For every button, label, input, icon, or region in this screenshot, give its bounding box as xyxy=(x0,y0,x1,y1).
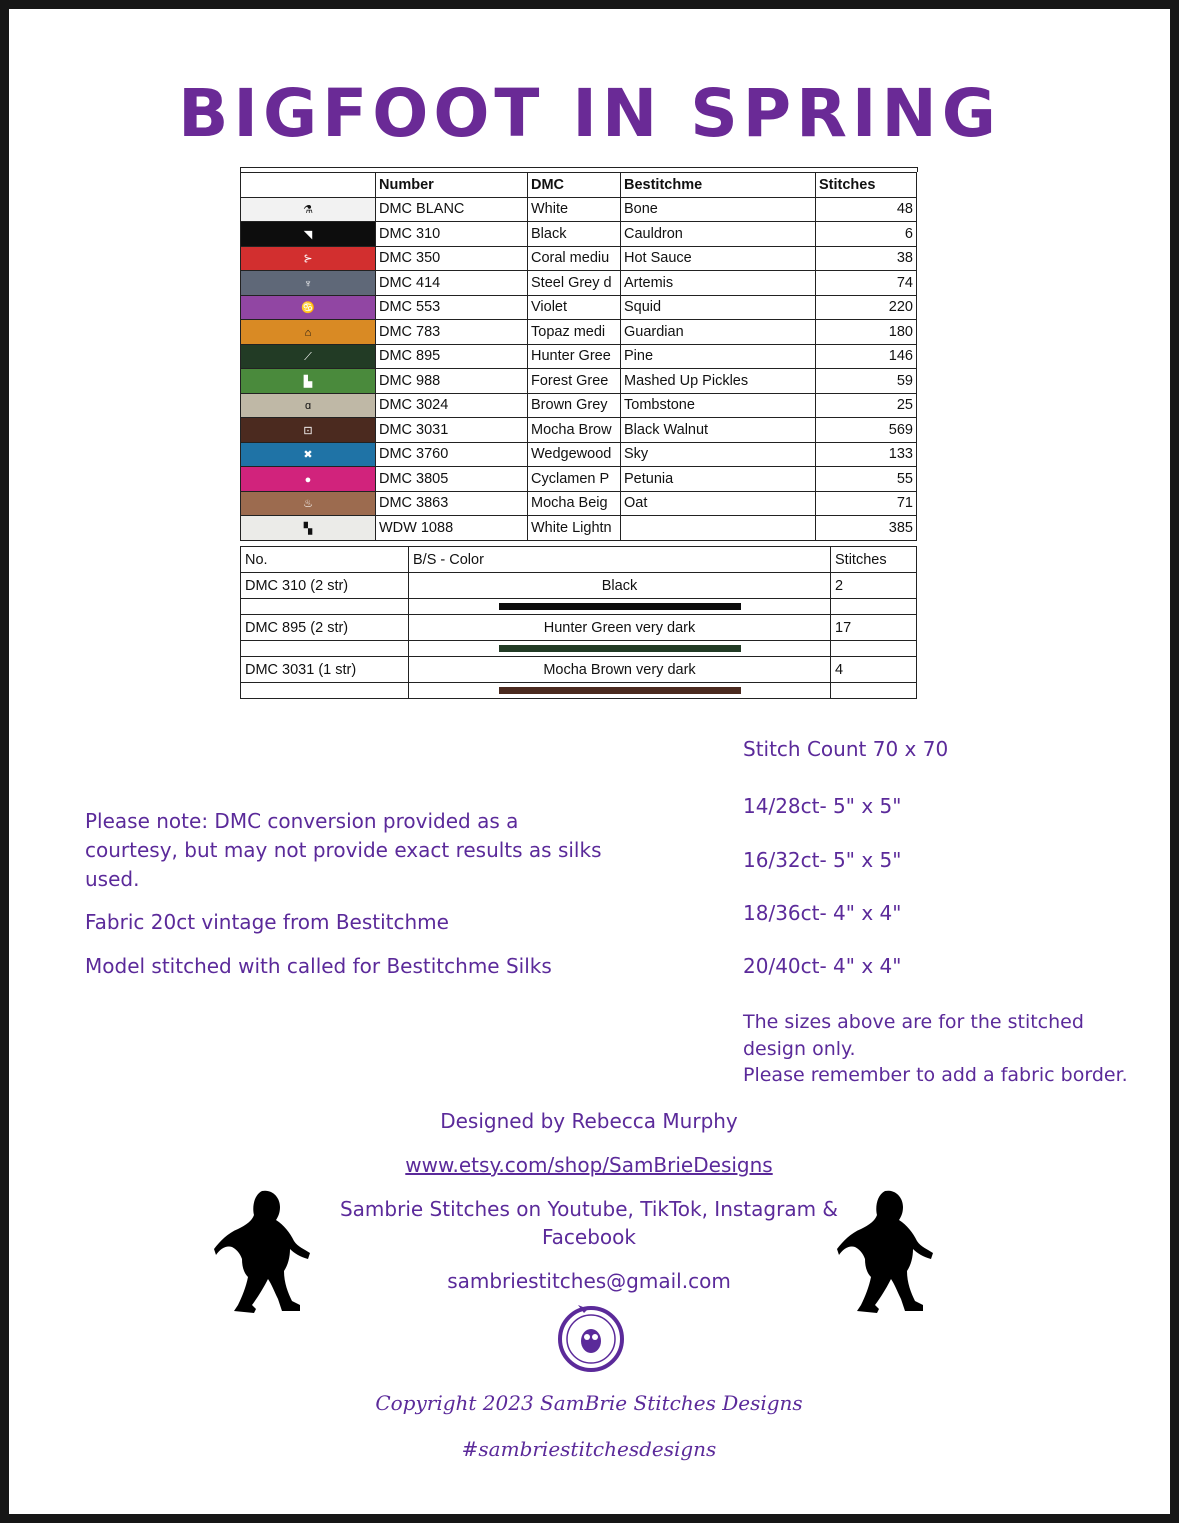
designer-credit: Designed by Rebecca Murphy xyxy=(440,1109,738,1133)
floss-stitch-count: 38 xyxy=(816,246,917,271)
floss-number: DMC 310 xyxy=(376,222,528,247)
backstitch-header-stitches: Stitches xyxy=(831,547,917,573)
floss-number: WDW 1088 xyxy=(376,516,528,541)
size-disclaimer-line3: Please remember to add a fabric border. xyxy=(743,1064,1128,1086)
floss-row xyxy=(241,344,917,369)
chart-symbol-icon: ♨ xyxy=(303,498,313,511)
backstitch-stitch-count: 4 xyxy=(831,657,917,683)
size-disclaimer-line1: The sizes above are for the stitched xyxy=(743,1011,1084,1033)
floss-row xyxy=(241,516,917,541)
color-swatch xyxy=(241,320,376,345)
chart-symbol-icon: ⟋ xyxy=(304,351,312,364)
bigfoot-silhouette-left-icon xyxy=(214,1187,314,1315)
floss-number: DMC 3031 xyxy=(376,418,528,443)
floss-dmc-name: White Lightn xyxy=(528,516,621,541)
chart-symbol-icon: ♆ xyxy=(303,277,313,290)
floss-row xyxy=(241,491,917,516)
empty-cell xyxy=(241,683,409,699)
bigfoot-silhouette-right-icon xyxy=(837,1187,937,1315)
copyright-notice: Copyright 2023 SamBrie Stitches Designs xyxy=(375,1391,803,1415)
floss-number: DMC 3805 xyxy=(376,467,528,492)
social-media-info xyxy=(299,1195,879,1251)
floss-stitch-count: 146 xyxy=(816,344,917,369)
floss-row xyxy=(241,418,917,443)
floss-stitch-count: 74 xyxy=(816,271,917,296)
floss-bestitchme-name: Artemis xyxy=(621,271,816,296)
floss-header-row xyxy=(241,173,917,198)
chart-symbol-icon: ▚ xyxy=(303,522,313,535)
backstitch-number: DMC 895 (2 str) xyxy=(241,615,409,641)
color-swatch xyxy=(241,516,376,541)
line-sample-cell xyxy=(409,683,831,699)
backstitch-stitch-count: 17 xyxy=(831,615,917,641)
backstitch-color-name: Hunter Green very dark xyxy=(409,615,831,641)
size-disclaimer xyxy=(743,1009,1128,1089)
floss-number: DMC 3024 xyxy=(376,393,528,418)
floss-row xyxy=(241,393,917,418)
floss-header-number: Number xyxy=(376,173,528,198)
floss-dmc-name: Brown Grey xyxy=(528,393,621,418)
empty-cell xyxy=(241,641,409,657)
backstitch-header-row xyxy=(241,547,917,573)
floss-bestitchme-name: Bone xyxy=(621,197,816,222)
floss-dmc-name: White xyxy=(528,197,621,222)
conversion-note xyxy=(85,807,602,894)
floss-row xyxy=(241,442,917,467)
chart-symbol-icon: ◥ xyxy=(303,228,313,241)
floss-dmc-name: Topaz medi xyxy=(528,320,621,345)
empty-cell xyxy=(831,599,917,615)
floss-dmc-name: Steel Grey d xyxy=(528,271,621,296)
color-swatch xyxy=(241,369,376,394)
backstitch-line-sample xyxy=(499,687,741,694)
floss-row xyxy=(241,369,917,394)
backstitch-line-row xyxy=(241,599,917,615)
floss-header-dmc: DMC xyxy=(528,173,621,198)
chart-symbol-icon: ● xyxy=(304,473,312,486)
floss-number: DMC 895 xyxy=(376,344,528,369)
hashtag: #sambriestitchesdesigns xyxy=(461,1437,717,1461)
conversion-note-line3: used. xyxy=(85,867,140,891)
stitch-count: Stitch Count 70 x 70 xyxy=(743,737,949,761)
backstitch-row xyxy=(241,615,917,641)
floss-number: DMC 350 xyxy=(376,246,528,271)
floss-row xyxy=(241,246,917,271)
floss-bestitchme-name: Sky xyxy=(621,442,816,467)
color-swatch xyxy=(241,197,376,222)
floss-number: DMC 988 xyxy=(376,369,528,394)
floss-row xyxy=(241,197,917,222)
floss-number: DMC 3760 xyxy=(376,442,528,467)
floss-number: DMC 783 xyxy=(376,320,528,345)
floss-dmc-name: Coral mediu xyxy=(528,246,621,271)
floss-stitch-count: 59 xyxy=(816,369,917,394)
social-line1: Sambrie Stitches on Youtube, TikTok, Instagram & xyxy=(339,1197,839,1221)
floss-stitch-count: 55 xyxy=(816,467,917,492)
backstitch-stitch-count: 2 xyxy=(831,573,917,599)
floss-stitch-count: 180 xyxy=(816,320,917,345)
backstitch-table-body xyxy=(241,547,917,699)
social-line2: Facebook xyxy=(542,1225,636,1249)
fabric-note: Fabric 20ct vintage from Bestitchme xyxy=(85,910,449,934)
color-swatch xyxy=(241,344,376,369)
backstitch-table xyxy=(240,546,917,699)
page-title: BIGFOOT IN SPRING xyxy=(178,75,1001,152)
chart-symbol-icon: ɑ xyxy=(304,400,312,413)
floss-bestitchme-name: Oat xyxy=(621,491,816,516)
chart-symbol-icon: ⊡ xyxy=(303,424,313,437)
backstitch-row xyxy=(241,657,917,683)
chart-symbol-icon: ⚗ xyxy=(303,204,313,217)
floss-table xyxy=(240,172,917,541)
empty-cell xyxy=(831,683,917,699)
color-swatch xyxy=(241,418,376,443)
email-address[interactable]: sambriestitches@gmail.com xyxy=(447,1269,731,1293)
floss-row xyxy=(241,320,917,345)
floss-stitch-count: 6 xyxy=(816,222,917,247)
floss-stitch-count: 71 xyxy=(816,491,917,516)
floss-dmc-name: Violet xyxy=(528,295,621,320)
size-16ct: 16/32ct- 5" x 5" xyxy=(743,848,902,872)
floss-bestitchme-name: Tombstone xyxy=(621,393,816,418)
floss-dmc-name: Mocha Beig xyxy=(528,491,621,516)
chart-symbol-icon: ⌂ xyxy=(304,326,312,339)
floss-header-bestitchme: Bestitchme xyxy=(621,173,816,198)
floss-row xyxy=(241,467,917,492)
backstitch-line-row xyxy=(241,641,917,657)
floss-header-stitches: Stitches xyxy=(816,173,917,198)
backstitch-number: DMC 3031 (1 str) xyxy=(241,657,409,683)
chart-symbol-icon: ▙ xyxy=(303,375,313,388)
floss-dmc-name: Mocha Brow xyxy=(528,418,621,443)
floss-stitch-count: 569 xyxy=(816,418,917,443)
floss-bestitchme-name: Mashed Up Pickles xyxy=(621,369,816,394)
floss-number: DMC 414 xyxy=(376,271,528,296)
floss-stitch-count: 385 xyxy=(816,516,917,541)
floss-bestitchme-name xyxy=(621,516,816,541)
backstitch-color-name: Mocha Brown very dark xyxy=(409,657,831,683)
floss-row xyxy=(241,222,917,247)
backstitch-header-no: No. xyxy=(241,547,409,573)
color-swatch xyxy=(241,393,376,418)
empty-cell xyxy=(241,599,409,615)
backstitch-number: DMC 310 (2 str) xyxy=(241,573,409,599)
sambrie-stitches-logo-icon xyxy=(554,1299,628,1373)
backstitch-color-name: Black xyxy=(409,573,831,599)
floss-bestitchme-name: Pine xyxy=(621,344,816,369)
floss-row xyxy=(241,271,917,296)
chart-symbol-icon: ⊱ xyxy=(303,253,313,266)
floss-row xyxy=(241,295,917,320)
floss-stitch-count: 133 xyxy=(816,442,917,467)
floss-stitch-count: 220 xyxy=(816,295,917,320)
floss-bestitchme-name: Cauldron xyxy=(621,222,816,247)
floss-dmc-name: Wedgewood xyxy=(528,442,621,467)
floss-stitch-count: 25 xyxy=(816,393,917,418)
etsy-link[interactable]: www.etsy.com/shop/SamBrieDesigns xyxy=(405,1153,773,1177)
backstitch-row xyxy=(241,573,917,599)
backstitch-line-sample xyxy=(499,603,741,610)
model-note: Model stitched with called for Bestitchme Silks xyxy=(85,954,552,978)
floss-bestitchme-name: Hot Sauce xyxy=(621,246,816,271)
floss-bestitchme-name: Guardian xyxy=(621,320,816,345)
floss-number: DMC 553 xyxy=(376,295,528,320)
floss-number: DMC BLANC xyxy=(376,197,528,222)
backstitch-line-sample xyxy=(499,645,741,652)
color-swatch xyxy=(241,467,376,492)
size-18ct: 18/36ct- 4" x 4" xyxy=(743,901,902,925)
floss-dmc-name: Black xyxy=(528,222,621,247)
color-swatch xyxy=(241,222,376,247)
floss-bestitchme-name: Petunia xyxy=(621,467,816,492)
size-disclaimer-line2: design only. xyxy=(743,1037,856,1060)
floss-bestitchme-name: Black Walnut xyxy=(621,418,816,443)
floss-number: DMC 3863 xyxy=(376,491,528,516)
empty-cell xyxy=(831,641,917,657)
conversion-note-line1: Please note: DMC conversion provided as a xyxy=(85,809,519,833)
floss-table-body xyxy=(241,197,917,540)
floss-bestitchme-name: Squid xyxy=(621,295,816,320)
floss-header-symbol xyxy=(241,173,376,198)
color-swatch xyxy=(241,246,376,271)
size-20ct: 20/40ct- 4" x 4" xyxy=(743,954,902,978)
color-swatch xyxy=(241,491,376,516)
floss-dmc-name: Forest Gree xyxy=(528,369,621,394)
backstitch-header-color: B/S - Color xyxy=(409,547,831,573)
conversion-note-line2: courtesy, but may not provide exact results as silks xyxy=(85,838,602,862)
pattern-page xyxy=(9,9,1170,1514)
color-swatch xyxy=(241,271,376,296)
line-sample-cell xyxy=(409,641,831,657)
line-sample-cell xyxy=(409,599,831,615)
floss-stitch-count: 48 xyxy=(816,197,917,222)
floss-dmc-name: Hunter Gree xyxy=(528,344,621,369)
size-14ct: 14/28ct- 5" x 5" xyxy=(743,794,902,818)
chart-symbol-icon: ♋ xyxy=(301,302,315,315)
color-swatch xyxy=(241,295,376,320)
backstitch-line-row xyxy=(241,683,917,699)
floss-dmc-name: Cyclamen P xyxy=(528,467,621,492)
color-swatch xyxy=(241,442,376,467)
chart-symbol-icon: ✖ xyxy=(303,449,313,462)
